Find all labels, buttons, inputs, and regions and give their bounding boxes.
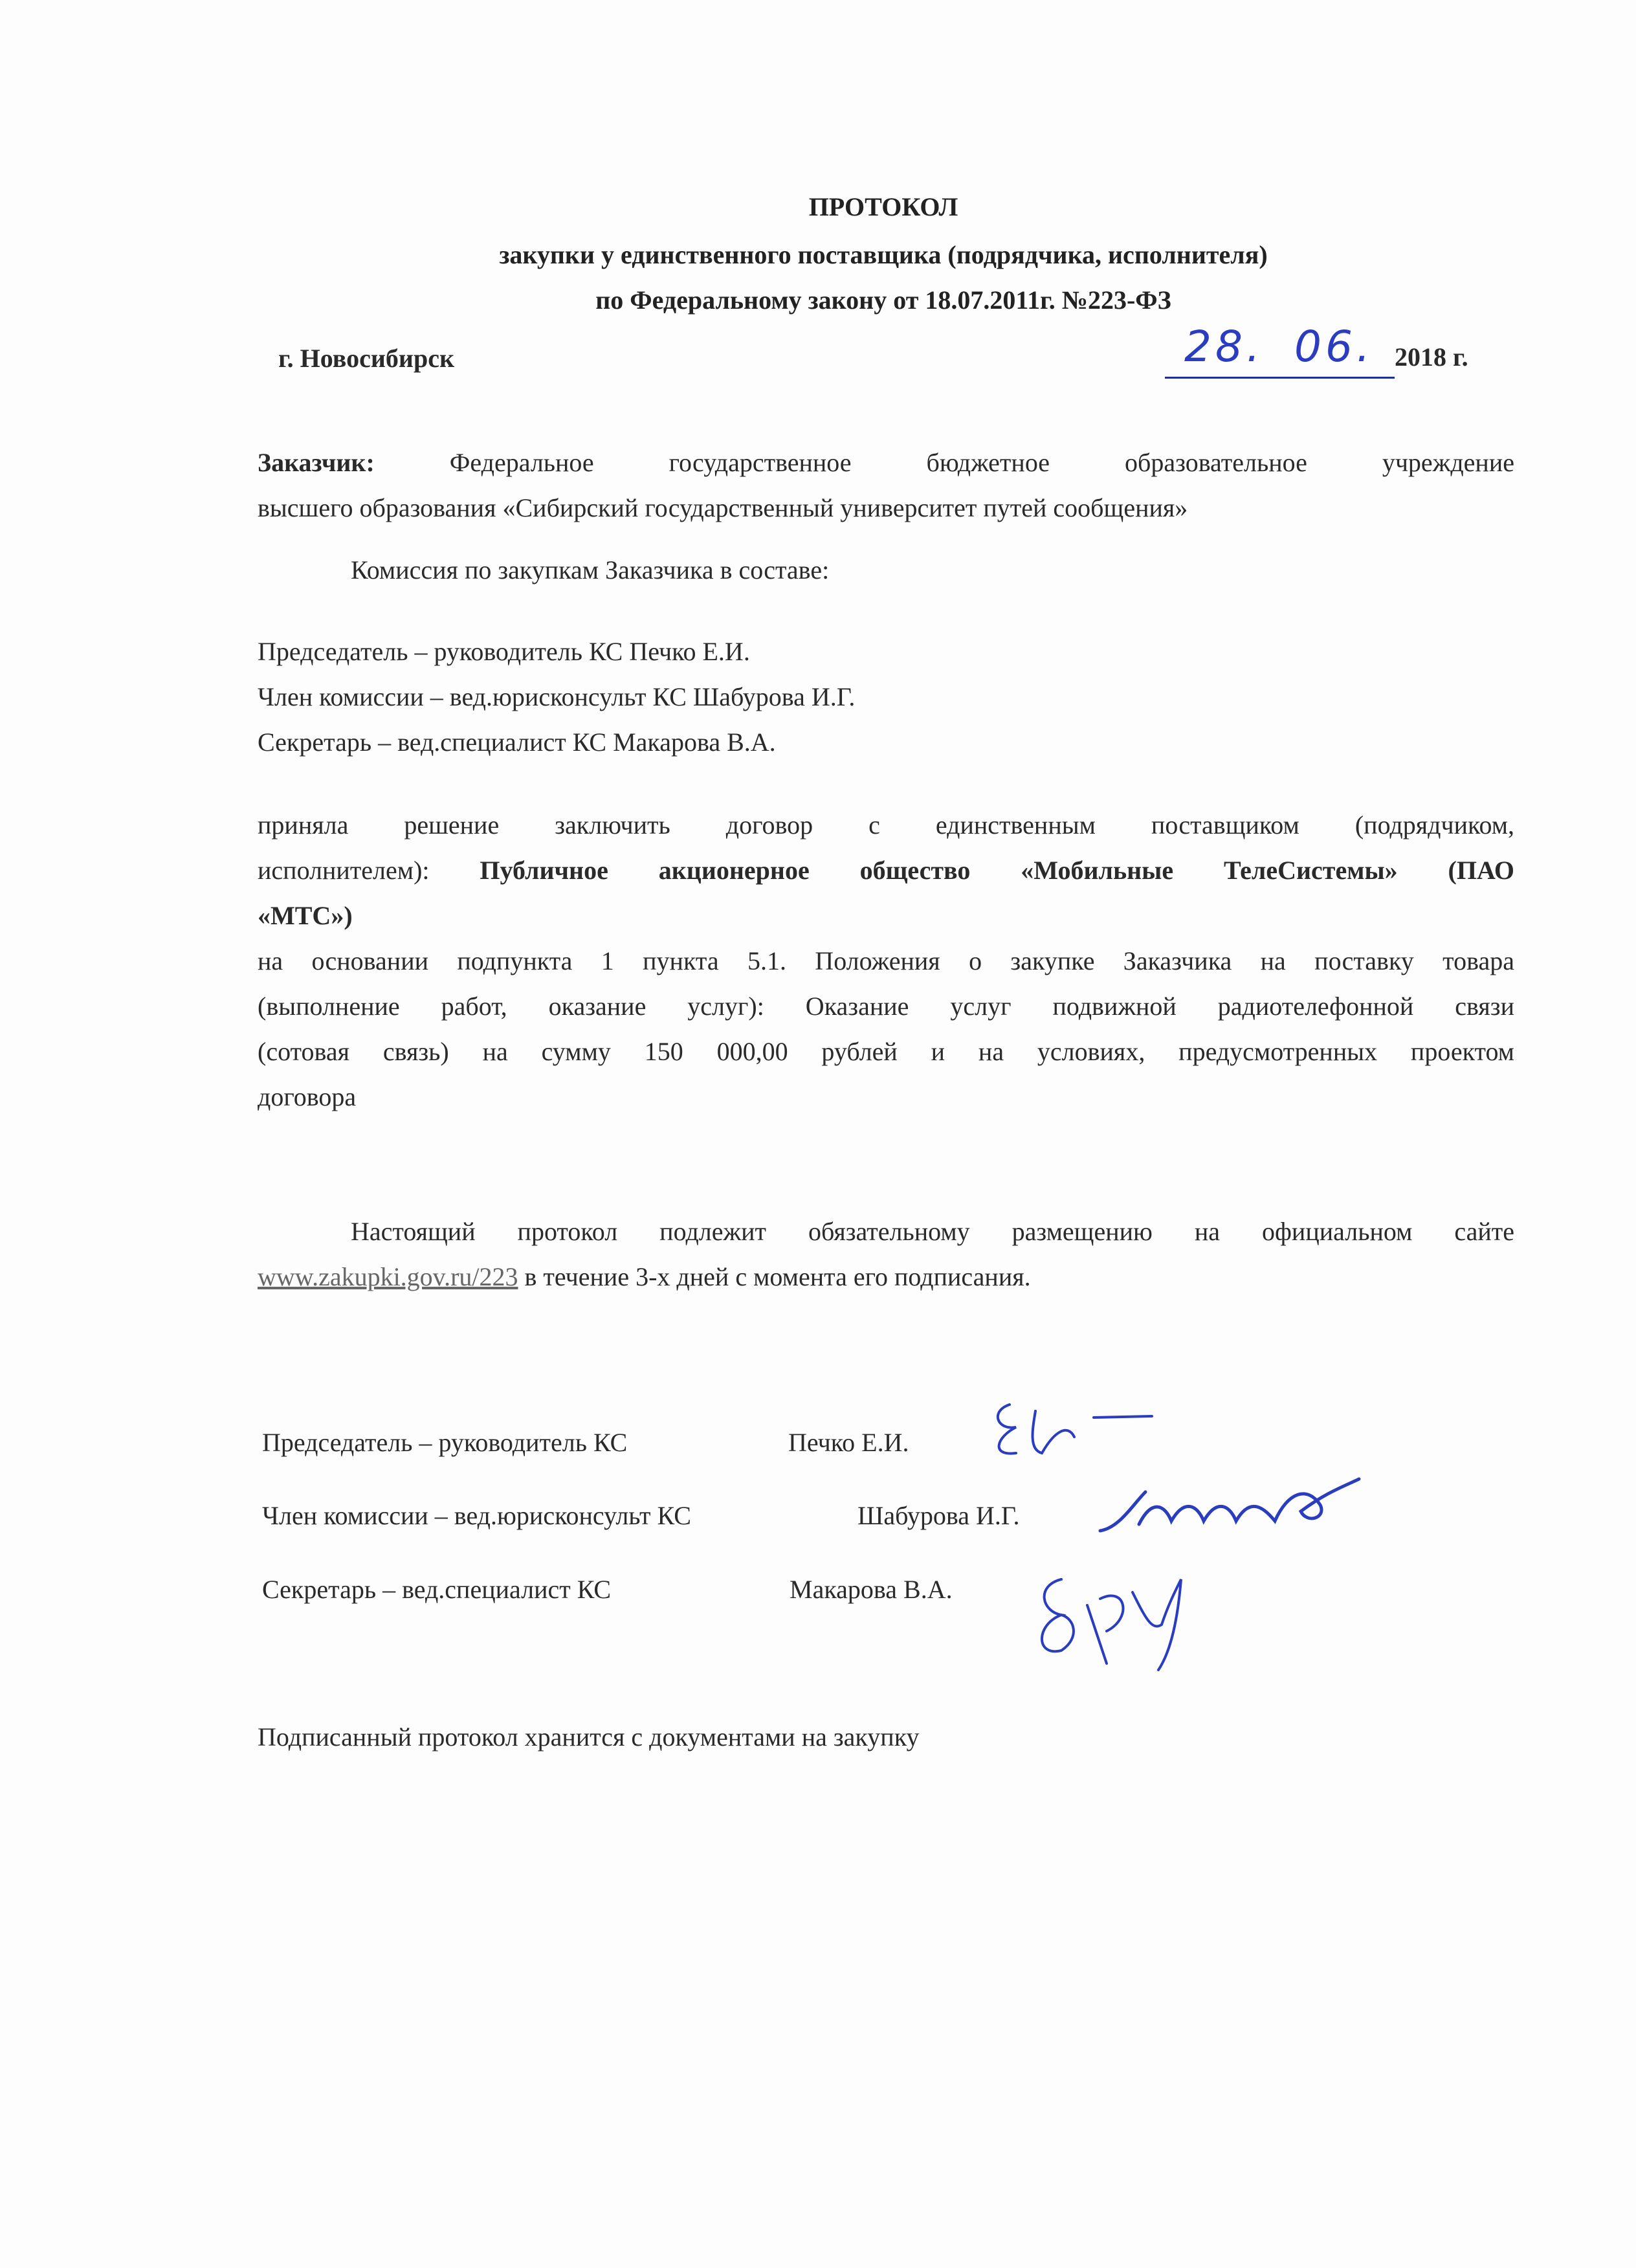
decision-line-2: исполнителем): Публичное акционерное общество «Мобильные ТелеСистемы» (ПАО — [258, 856, 1514, 885]
sign-name-chairman: Печко Е.И. — [788, 1428, 909, 1457]
publication-line-2: www.zakupki.gov.ru/223 в течение 3-х дней с момента его подписания. — [258, 1262, 1031, 1291]
decision-block — [258, 803, 1514, 1120]
document-subtitle-2: по Федеральному закону от 18.07.2011г. №223-ФЗ — [595, 285, 1171, 315]
customer-line-1: Заказчик: Федеральное государственное бюджетное образовательное учреждение — [258, 448, 1514, 477]
basis-line-1: на основании подпункта 1 пункта 5.1. Положения о закупке Заказчика на поставку товара — [258, 946, 1514, 975]
customer-label: Заказчик: — [258, 448, 375, 477]
customer-line-2: высшего образования «Сибирский государственный университет путей сообщения» — [258, 493, 1188, 522]
basis-line-2: (выполнение работ, оказание услуг): Оказание услуг подвижной радиотелефонной связи — [258, 992, 1514, 1021]
supplier-short-name: «МТС») — [258, 901, 353, 930]
sign-name-commission: Шабурова И.Г. — [857, 1501, 1020, 1530]
document-subtitle-1: закупки у единственного поставщика (подрядчика, исполнителя) — [499, 240, 1268, 269]
commission-intro: Комиссия по закупкам Заказчика в составе: — [351, 555, 830, 584]
handwritten-date — [1165, 317, 1395, 379]
signature-chairman-icon — [971, 1392, 1165, 1476]
date-year: 2018 г. — [1395, 342, 1468, 372]
city: г. Новосибирск — [278, 344, 454, 373]
handwritten-month: 06. — [1294, 322, 1374, 372]
signature-secretary-icon — [1022, 1553, 1217, 1683]
basis-line-3: (сотовая связь) на сумму 150 000,00 рублей и на условиях, предусмотренных проектом — [258, 1037, 1514, 1066]
member-commission: Член комиссии – вед.юрисконсульт КС Шабурова И.Г. — [258, 682, 856, 711]
sign-role-secretary: Секретарь – вед.специалист КС — [262, 1575, 612, 1604]
handwritten-day: 28. — [1184, 322, 1264, 372]
sign-name-secretary: Макарова В.А. — [790, 1575, 953, 1604]
decision-line-1: приняла решение заключить договор с единственным поставщиком (подрядчиком, — [258, 810, 1514, 839]
footer-note: Подписанный протокол хранится с документами на закупку — [258, 1722, 920, 1751]
customer-block — [258, 440, 1514, 531]
zakupki-link[interactable]: www.zakupki.gov.ru/223 — [258, 1262, 518, 1291]
sign-role-commission: Член комиссии – вед.юрисконсульт КС — [262, 1501, 691, 1530]
sign-role-chairman: Председатель – руководитель КС — [262, 1428, 628, 1457]
member-secretary: Секретарь – вед.специалист КС Макарова В.А. — [258, 728, 776, 757]
document-title: ПРОТОКОЛ — [808, 192, 958, 221]
member-chairman: Председатель – руководитель КС Печко Е.И. — [258, 637, 750, 666]
publication-line-1: Настоящий протокол подлежит обязательному размещению на официальном сайте — [351, 1217, 1514, 1246]
basis-line-4: договора — [258, 1082, 357, 1111]
publication-block — [258, 1209, 1514, 1300]
signature-commission-icon — [1094, 1466, 1365, 1550]
supplier-name: Публичное акционерное общество «Мобильные ТелеСистемы» (ПАО — [480, 856, 1514, 885]
